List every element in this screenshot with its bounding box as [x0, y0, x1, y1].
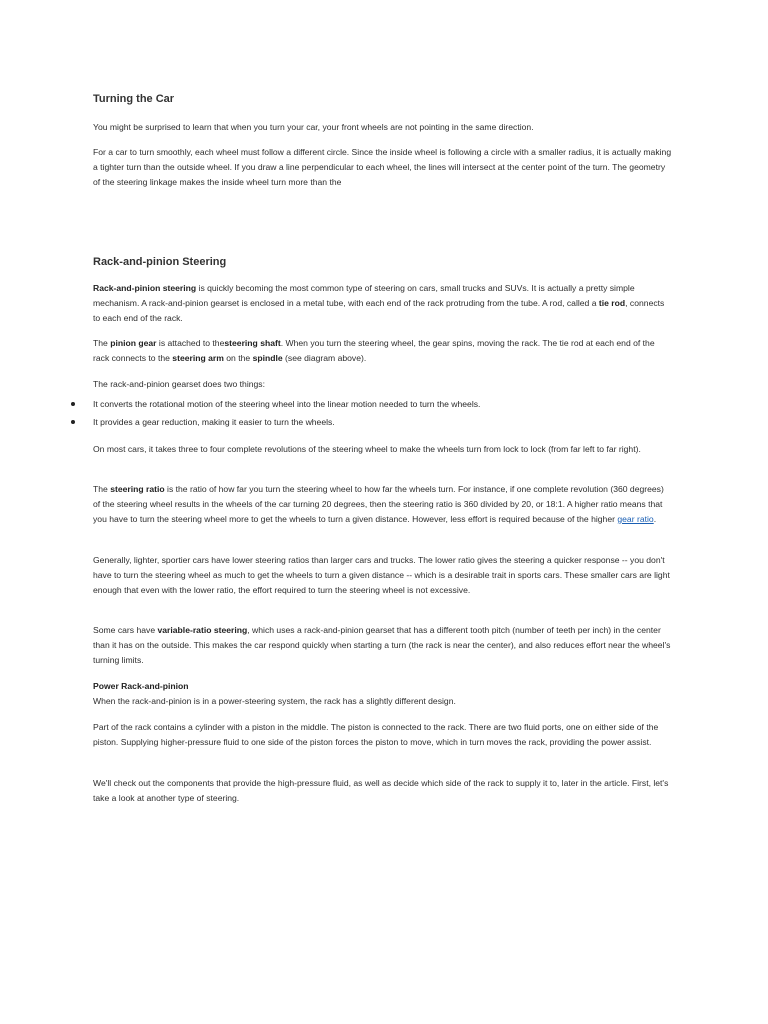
subheading: Power Rack-and-pinion — [93, 681, 189, 691]
section-heading-rack-pinion: Rack-and-pinion Steering — [93, 256, 227, 268]
text: is attached to the — [156, 338, 225, 348]
paragraph: Generally, lighter, sportier cars have lower steering ratios than larger cars and trucks. The lower ratio gives the steering a quicker response -- you don't have to turn the steering wheel as much to get the wheels to turn a given distance -- which is a desirable trait in sports cars. These smaller cars are light enough that even with the lower ratio, the effort required to turn the steering wheel is not excessive. — [93, 555, 670, 595]
gear-ratio-link[interactable]: gear ratio — [617, 514, 654, 524]
paragraph: For a car to turn smoothly, each wheel must follow a different circle. Since the inside wheel is following a circle with a smaller radius, it is actually making a tighter turn than the outside wheel. If you draw a line perpendicular to each wheel, the lines will intersect at the center point of the turn. The geometry of the steering linkage makes the inside wheel turn more than the — [93, 147, 672, 187]
paragraph — [93, 281, 673, 326]
text: , which uses a rack-and-pinion gearset that has a different tooth pitch (number of teeth per inch) in the center than it has on the outside. This makes the car respond quickly when starting a turn (the rack is near the center), and also reduces effort near the wheel's turning limits. — [93, 625, 671, 665]
paragraph: We'll check out the components that provide the high-pressure fluid, as well as decide which side of the rack to supply it to, later in the article. First, let's take a look at another type of steering. — [93, 778, 669, 803]
list-item — [93, 415, 673, 430]
bold-term: tie rod — [598, 298, 626, 308]
bullet-icon — [71, 402, 75, 406]
section-heading-turning: Turning the Car — [93, 93, 175, 105]
list-item-text: It provides a gear reduction, making it easier to turn the wheels. — [93, 417, 335, 427]
text: . When you turn the steering wheel, the gear spins, moving the rack. The tie rod at each end of the rack connects to the — [93, 338, 655, 363]
text: is quickly becoming the most common type of steering on cars, small trucks and SUVs. It is actually a pretty simple mechanism. A rack-and-pinion gearset is enclosed in a metal tube, with each end of the rack protruding from the tube. A rod, called a — [93, 283, 635, 308]
bold-term: steering shaft — [224, 338, 281, 348]
paragraph — [93, 336, 673, 366]
list-item — [93, 397, 673, 412]
text: , connects to each end of the rack. — [93, 298, 665, 323]
bold-term: variable-ratio steering — [157, 625, 248, 635]
paragraph: On most cars, it takes three to four complete revolutions of the steering wheel to make the wheels turn from lock to lock (from far left to far right). — [93, 444, 641, 454]
text: The — [93, 484, 111, 494]
paragraph: The rack-and-pinion gearset does two things: — [93, 379, 265, 389]
paragraph — [93, 482, 673, 527]
text: . — [653, 514, 657, 524]
text: The — [93, 338, 111, 348]
bold-term: Rack-and-pinion steering — [93, 283, 197, 293]
text: When the rack-and-pinion is in a power-steering system, the rack has a slightly different design. — [93, 696, 456, 706]
paragraph — [93, 623, 673, 668]
list-item-text: It converts the rotational motion of the steering wheel into the linear motion needed to turn the wheels. — [93, 399, 481, 409]
text: (see diagram above). — [282, 353, 367, 363]
paragraph — [93, 679, 673, 709]
paragraph: Part of the rack contains a cylinder with a piston in the middle. The piston is connected to the rack. There are two fluid ports, one on either side of the piston. Supplying higher-pressure fluid to one side of the piston forces the piston to move, which in turn moves the rack, providing the power assist. — [93, 722, 659, 747]
bold-term: steering ratio — [110, 484, 165, 494]
paragraph: You might be surprised to learn that when you turn your car, your front wheels are not pointing in the same direction. — [93, 122, 534, 132]
text: Some cars have — [93, 625, 158, 635]
text: is the ratio of how far you turn the steering wheel to how far the wheels turn. For instance, if one complete revolution (360 degrees) of the steering wheel results in the wheels of the car turning 20 degrees, then the steering ratio is 360 divided by 20, or 18:1. A higher ratio means that you have to turn the steering wheel more to get the wheels to turn a given distance. However, less effort is required because of the higher — [93, 484, 664, 524]
bold-term: pinion gear — [110, 338, 157, 348]
bold-term: steering arm — [172, 353, 224, 363]
bold-term: spindle — [252, 353, 283, 363]
bullet-icon — [71, 420, 75, 424]
text: on the — [223, 353, 253, 363]
